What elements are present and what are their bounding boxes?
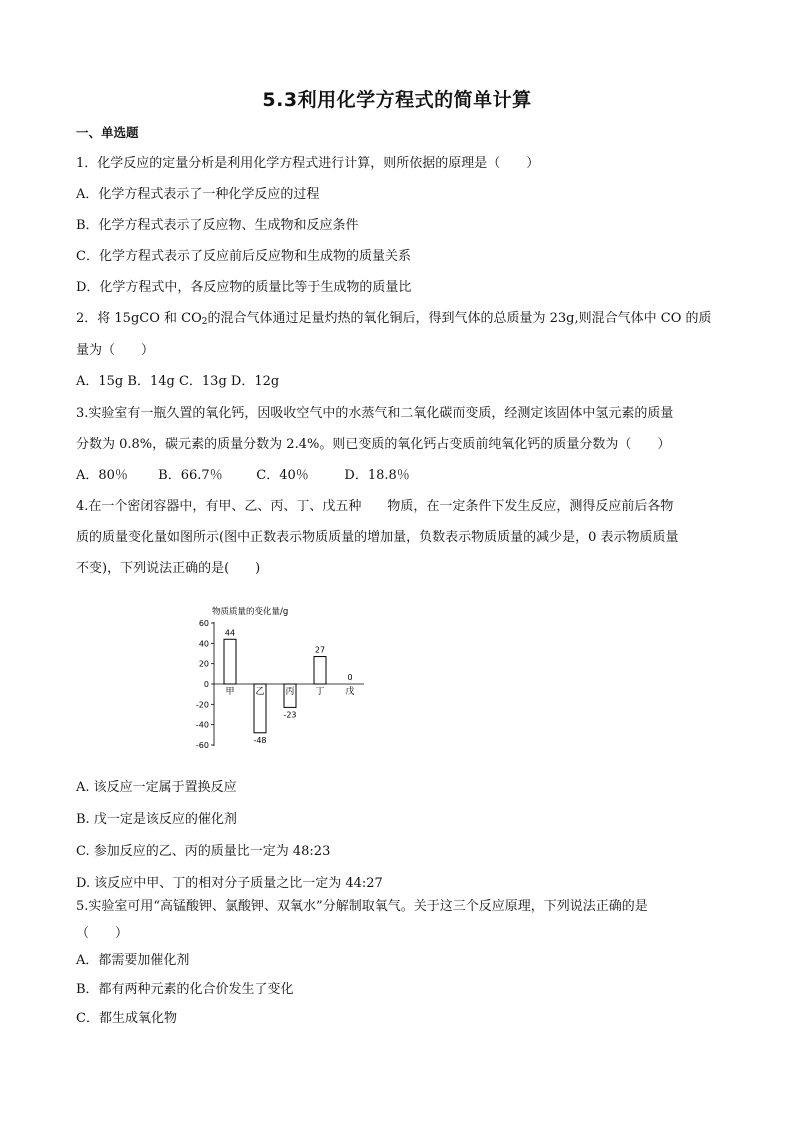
- question-2-subscript: 2: [201, 317, 208, 327]
- value-label-4: 27: [314, 645, 326, 655]
- question-5-option-c: C．都生成氧化物: [76, 1011, 177, 1026]
- question-2-stem-part-a: 2．将 15gCO 和 CO: [76, 311, 202, 326]
- chart-title: 物质质量的变化量/g: [212, 607, 289, 617]
- question-3-option-b: B．66.7％: [158, 468, 223, 483]
- question-3-stem-line1: 3.实验室有一瓶久置的氧化钙，因吸收空气中的水蒸气和二氧化碳而变质，经测定该固体中氢元素的质量: [76, 406, 674, 421]
- question-2-option-d: D．12g: [230, 374, 280, 389]
- bar-1: [224, 639, 236, 684]
- y-tick-label: 40: [198, 639, 209, 649]
- y-tick-label: -60: [195, 741, 209, 750]
- question-2-stem-line2: 量为（ ）: [76, 343, 155, 358]
- question-3-option-c: C．40％: [256, 468, 309, 483]
- value-label-1: 44: [224, 628, 236, 638]
- question-4-option-b: B. 戊一定是该反应的催化剂: [76, 812, 237, 827]
- page-title: 5.3利用化学方程式的简单计算: [262, 89, 532, 111]
- question-4-stem-line3: 不变)，下列说法正确的是( ): [76, 561, 261, 576]
- question-3-stem-line2: 分数为 0.8%，碳元素的质量分数为 2.4%。则已变质的氧化钙占变质前纯氧化钙的质量分数为（ ）: [76, 437, 671, 452]
- chart-bars: [224, 628, 355, 745]
- category-label-1: 甲: [225, 687, 235, 697]
- question-2-stem-part-b: 的混合气体通过足量灼热的氧化铜后，得到气体的总质量为 23g,则混合气体中 CO 的质: [207, 311, 712, 326]
- category-label-4: 丁: [315, 687, 325, 697]
- bar-4: [314, 657, 326, 684]
- question-2-options: [76, 373, 279, 391]
- section-heading: 一、单选题: [76, 125, 139, 140]
- question-4-option-d: D. 该反应中甲、丁的相对分子质量之比一定为 44:27: [76, 876, 383, 891]
- y-tick-label: 20: [198, 659, 209, 669]
- question-5-stem-line2: （ ）: [76, 926, 129, 941]
- chart-y-ticks: [196, 619, 214, 750]
- question-5-option-b: B．都有两种元素的化合价发生了变化: [76, 982, 294, 997]
- question-1-option-a: A．化学方程式表示了一种化学反应的过程: [76, 187, 320, 202]
- question-1-option-c: C．化学方程式表示了反应前后反应物和生成物的质量关系: [76, 249, 411, 264]
- category-label-3: 丙: [285, 687, 295, 697]
- question-1-option-d: D．化学方程式中，各反应物的质量比等于生成物的质量比: [76, 280, 412, 295]
- question-3-option-a: A．80％: [76, 468, 128, 483]
- question-4-stem-line2: 质的质量变化量如图所示(图中正数表示物质质量的增加量，负数表示物质质量的减少是，0 表示物质质量: [76, 530, 679, 545]
- question-2-option-a: A．15g: [76, 374, 124, 389]
- question-2-option-b: B．14g: [127, 374, 175, 389]
- category-label-2: 乙: [255, 687, 265, 697]
- y-tick-label: 0: [203, 680, 209, 689]
- question-4-stem-line1: 4.在一个密闭容器中，有甲、乙、丙、丁、戊五种 物质，在一定条件下发生反应，测得反应前后各物: [76, 499, 674, 514]
- value-label-3: -23: [283, 710, 297, 720]
- y-tick-label: -40: [195, 720, 209, 730]
- question-2-stem: [76, 310, 711, 331]
- question-3-option-d: D．18.8％: [344, 468, 410, 483]
- value-label-5: 0: [347, 673, 353, 682]
- question-4-option-a: A. 该反应一定属于置换反应: [76, 780, 237, 795]
- y-tick-label: 60: [198, 619, 209, 628]
- question-2-option-c: C．13g: [178, 374, 227, 389]
- question-5-stem-line1: 5.实验室可用“高锰酸钾、氯酸钾、双氧水”分解制取氧气。关于这三个反应原理，下列说法正确的是: [76, 899, 648, 914]
- question-5-option-a: A．都需要加催化剂: [76, 953, 190, 968]
- category-label-5: 戊: [345, 687, 355, 697]
- question-1-stem: 1．化学反应的定量分析是利用化学方程式进行计算，则所依据的原理是（ ）: [76, 156, 540, 171]
- question-4-option-c: C. 参加反应的乙、丙的质量比一定为 48:23: [76, 844, 331, 859]
- value-label-2: -48: [253, 735, 267, 745]
- y-tick-label: -20: [195, 700, 209, 710]
- question-1-option-b: B．化学方程式表示了反应物、生成物和反应条件: [76, 218, 359, 233]
- mass-change-bar-chart: [192, 602, 382, 754]
- question-3-options: [76, 467, 410, 485]
